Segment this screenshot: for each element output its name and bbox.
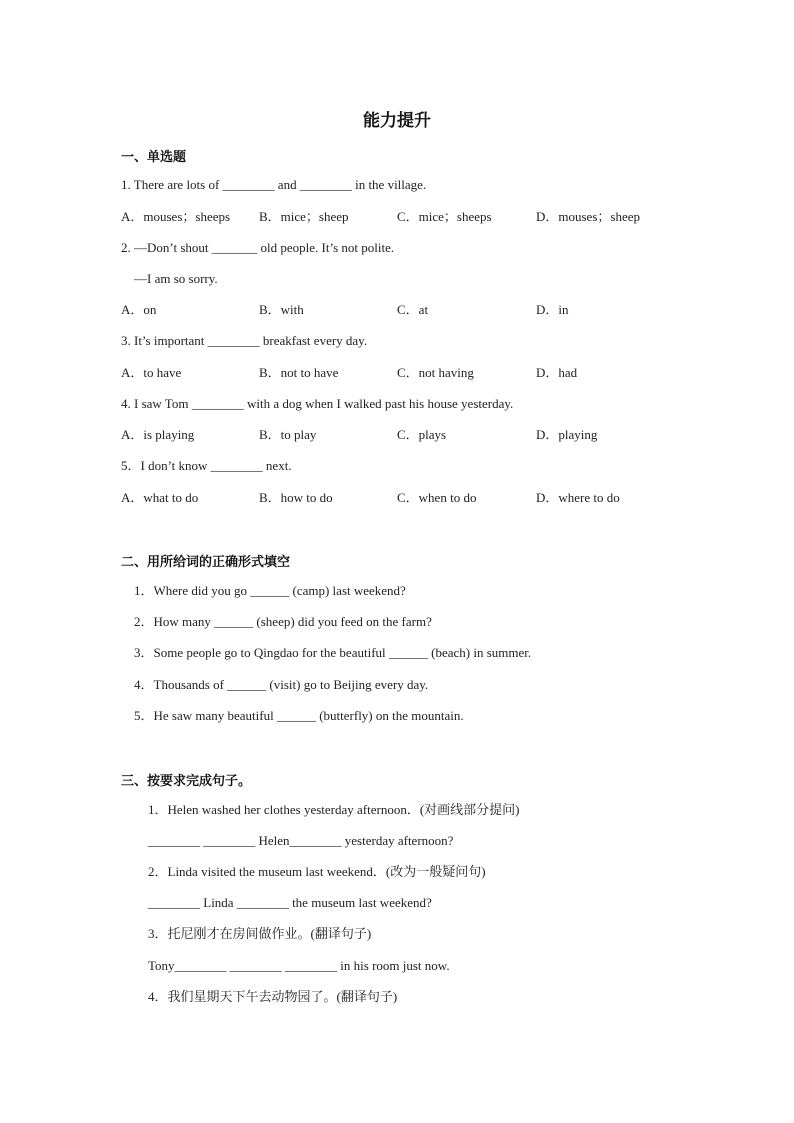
question-2-reply: —I am so sorry.: [134, 271, 218, 286]
sentence-answer-3: Tony________ ________ ________ in his room just now.: [148, 958, 450, 973]
sentence-answer-2: ________ Linda ________ the museum last weekend?: [148, 895, 432, 910]
question-1-option-a: A．mouses；sheeps: [121, 209, 231, 224]
section-heading-fill-in: 二、用所给词的正确形式填空: [121, 555, 291, 570]
question-4-option-b: B．to play: [259, 427, 317, 442]
sentence-item-1: 1．Helen washed her clothes yesterday afternoon．(对画线部分提问): [148, 802, 520, 817]
sentence-item-2: 2．Linda visited the museum last weekend．(改为一般疑问句): [148, 864, 486, 879]
question-1-option-c: C．mice；sheeps: [397, 209, 492, 224]
question-4-option-c: C．plays: [397, 427, 447, 442]
question-5-option-b: B．how to do: [259, 490, 333, 505]
question-2-option-a: A．on: [121, 302, 157, 317]
question-4-option-d: D．playing: [536, 427, 598, 442]
question-3-option-d: D．had: [536, 365, 578, 380]
fill-in-item-1: 1．Where did you go ______ (camp) last weekend?: [134, 583, 406, 598]
question-5-option-a: A．what to do: [121, 490, 199, 505]
question-2-option-d: D．in: [536, 302, 569, 317]
question-5-stem: 5．I don’t know ________ next.: [121, 458, 292, 473]
page-title: 能力提升: [363, 111, 431, 131]
fill-in-item-5: 5．He saw many beautiful ______ (butterfly) on the mountain.: [134, 708, 464, 723]
fill-in-item-3: 3．Some people go to Qingdao for the beautiful ______ (beach) in summer.: [134, 645, 532, 660]
section-heading-sentences: 三、按要求完成句子。: [121, 774, 252, 789]
question-2-stem: 2. —Don’t shout _______ old people. It’s not polite.: [121, 240, 395, 255]
question-3-option-c: C．not having: [397, 365, 474, 380]
question-5-option-d: D．where to do: [536, 490, 620, 505]
sentence-answer-1: ________ ________ Helen________ yesterday afternoon?: [148, 833, 454, 848]
fill-in-item-2: 2．How many ______ (sheep) did you feed on the farm?: [134, 614, 432, 629]
question-1-stem: 1. There are lots of ________ and ________ in the village.: [121, 177, 427, 192]
sentence-item-3: 3．托尼刚才在房间做作业。(翻译句子): [148, 926, 372, 941]
section-heading-multiple-choice: 一、单选题: [121, 150, 187, 165]
sentence-item-4: 4．我们星期天下午去动物园了。(翻译句子): [148, 989, 398, 1004]
question-4-stem: 4. I saw Tom ________ with a dog when I walked past his house yesterday.: [121, 396, 514, 411]
question-4-option-a: A．is playing: [121, 427, 195, 442]
question-3-option-a: A．to have: [121, 365, 182, 380]
question-1-option-b: B．mice；sheep: [259, 209, 349, 224]
question-2-option-c: C．at: [397, 302, 429, 317]
question-1-option-d: D．mouses；sheep: [536, 209, 640, 224]
fill-in-item-4: 4．Thousands of ______ (visit) go to Beijing every day.: [134, 677, 429, 692]
question-3-stem: 3. It’s important ________ breakfast every day.: [121, 333, 368, 348]
question-5-option-c: C．when to do: [397, 490, 477, 505]
question-3-option-b: B．not to have: [259, 365, 339, 380]
question-2-option-b: B．with: [259, 302, 304, 317]
